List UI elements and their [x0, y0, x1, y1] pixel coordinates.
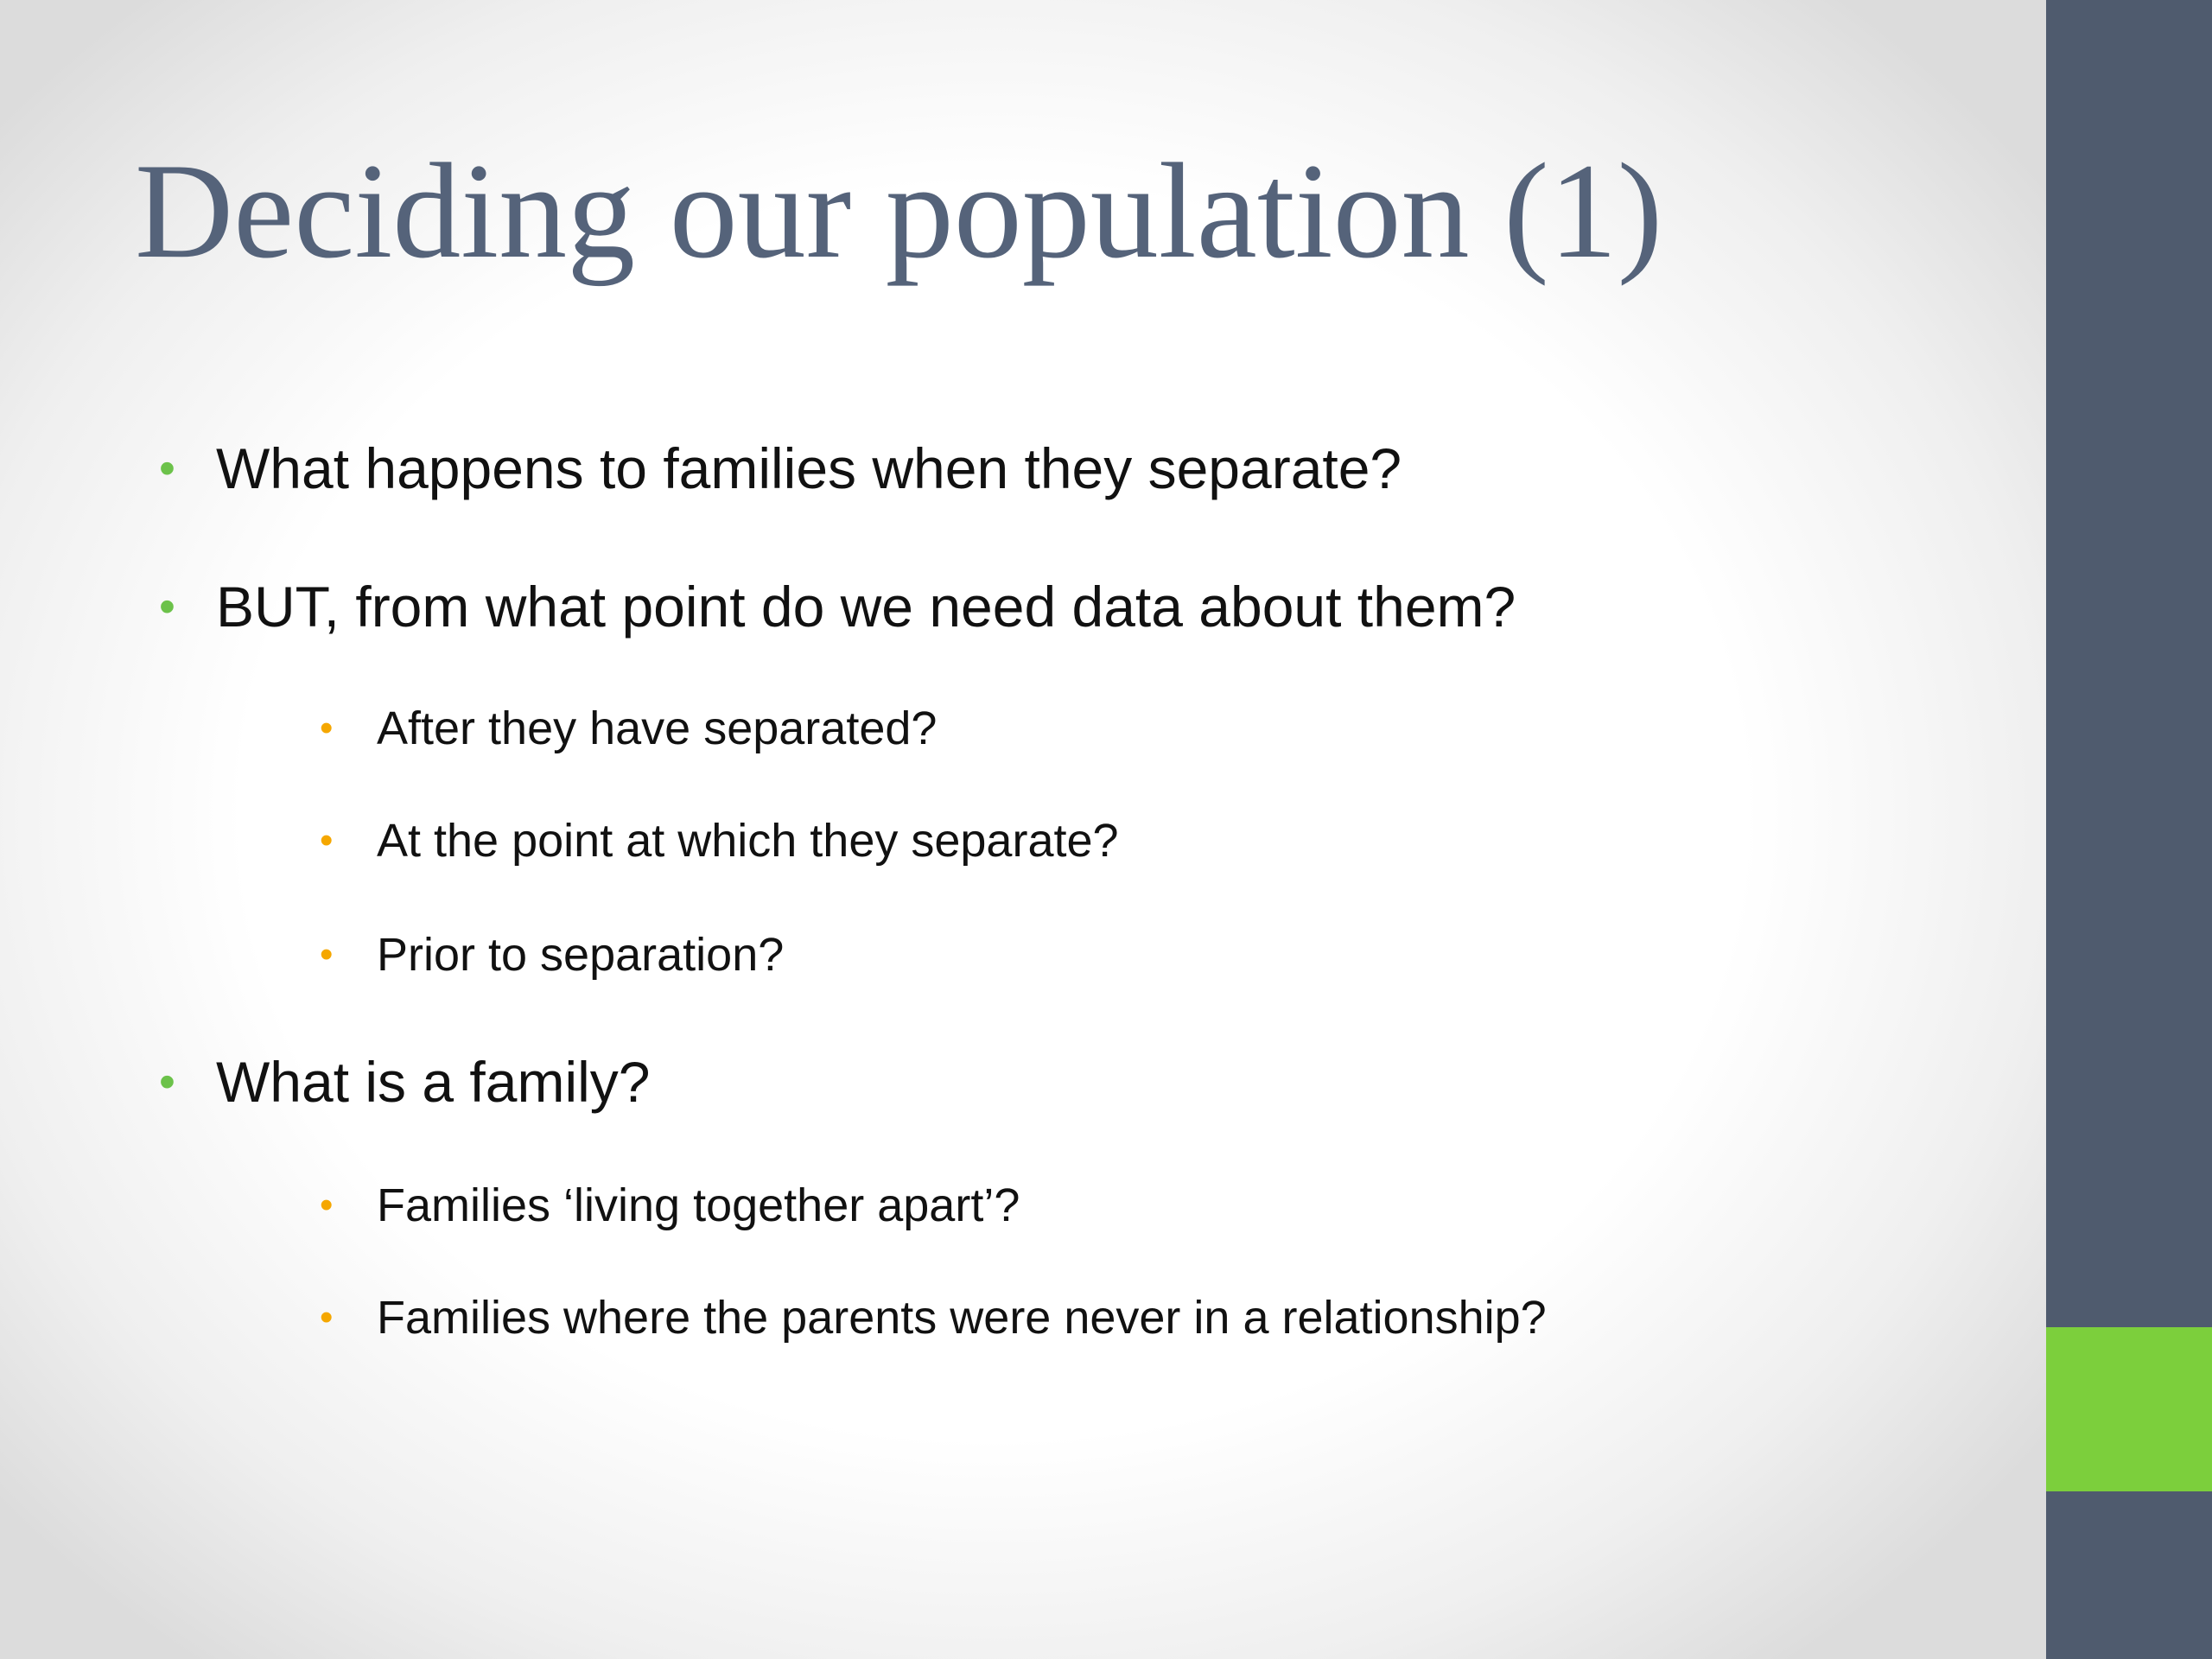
bullet-text: After they have separated?: [377, 702, 938, 754]
bullet-item-level-2: [320, 1289, 1547, 1346]
bullet-text: Prior to separation?: [377, 929, 785, 981]
bullet-text: What happens to families when they separate?: [216, 436, 1402, 500]
bullet-dot-green-icon: •: [159, 581, 175, 632]
bullet-item-level-1: [159, 1047, 651, 1116]
bullet-dot-green-icon: •: [159, 1056, 175, 1108]
bullet-dot-orange-icon: •: [320, 1296, 334, 1338]
bullet-item-level-1: [159, 572, 1516, 641]
side-bar-accent: [2046, 1327, 2212, 1491]
bullet-dot-green-icon: •: [159, 442, 175, 494]
bullet-text: What is a family?: [216, 1050, 651, 1114]
bullet-item-level-2: [320, 1177, 1020, 1234]
bullet-dot-orange-icon: •: [320, 1184, 334, 1226]
bullet-item-level-2: [320, 926, 785, 983]
bullet-dot-orange-icon: •: [320, 819, 334, 861]
bullet-text: At the point at which they separate?: [377, 815, 1119, 867]
slide-title: Deciding our population (1): [135, 136, 1663, 287]
bullet-dot-orange-icon: •: [320, 707, 334, 749]
bullet-text: BUT, from what point do we need data about them?: [216, 575, 1516, 639]
bullet-text: Families where the parents were never in a relationship?: [377, 1292, 1547, 1344]
bullet-item-level-2: [320, 700, 938, 757]
bullet-item-level-2: [320, 812, 1119, 869]
bullet-text: Families ‘living together apart’?: [377, 1179, 1020, 1231]
bullet-dot-orange-icon: •: [320, 933, 334, 976]
bullet-item-level-1: [159, 434, 1402, 503]
